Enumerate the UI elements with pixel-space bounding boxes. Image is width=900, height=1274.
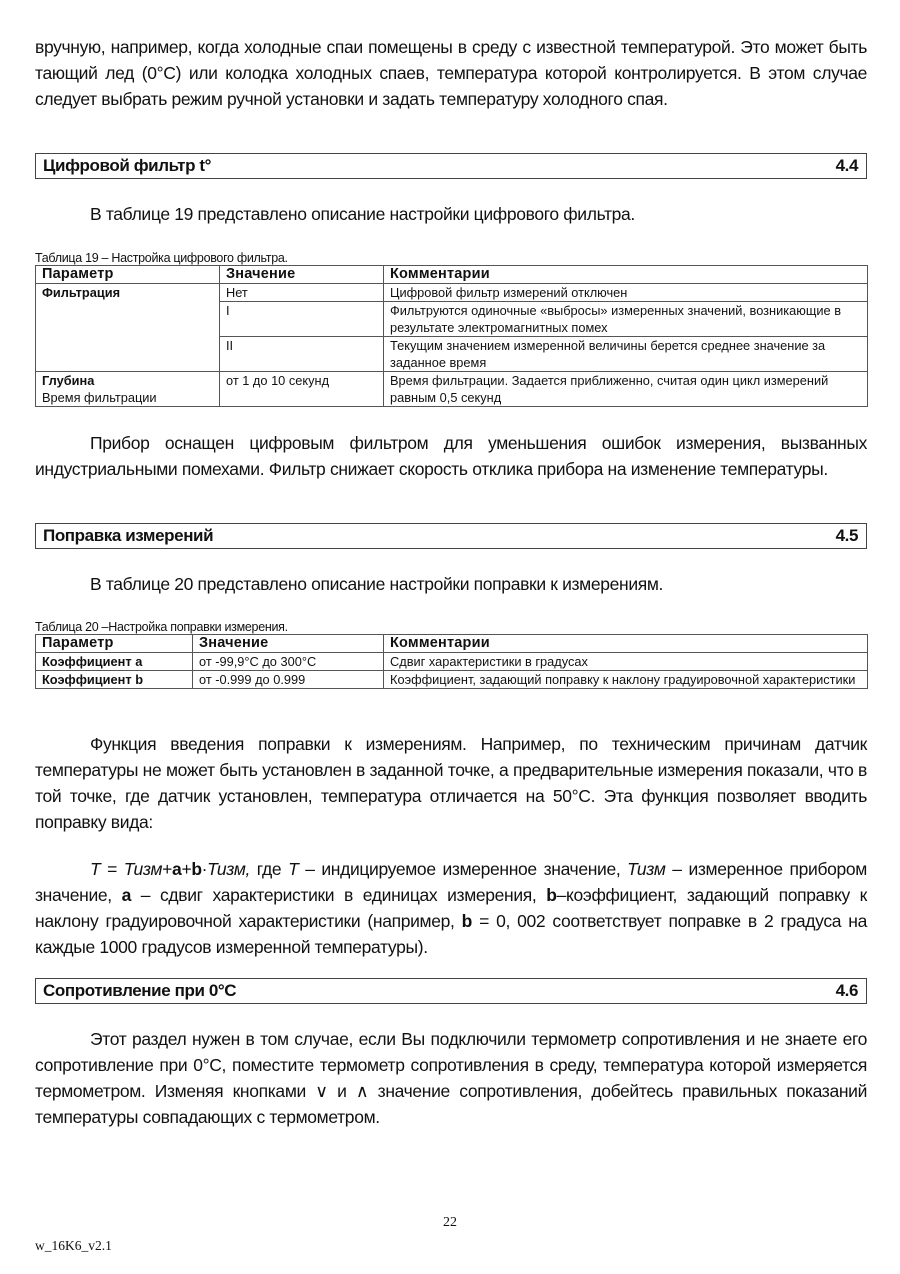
param-cell: Коэффициент b xyxy=(36,671,193,689)
formula-text: = 0, 002 соответствует поправке в 2 градуса на каждые 1000 градусов измеренной температуры). xyxy=(35,911,867,957)
formula-var: T xyxy=(90,859,101,879)
chevron-down-icon: ∨ xyxy=(315,1081,328,1101)
formula-text: – сдвиг характеристики в единицах измерения, xyxy=(130,885,547,905)
correction-formula xyxy=(35,856,867,960)
table19-lead: В таблице 19 представлено описание настройки цифрового фильтра. xyxy=(90,204,635,224)
section-number: 4.6 xyxy=(835,981,858,1000)
formula-var: Тизм xyxy=(627,859,666,879)
param-cell: Коэффициент a xyxy=(36,653,193,671)
section-number: 4.5 xyxy=(835,526,858,545)
section-header-4-5 xyxy=(35,523,867,549)
paragraph-text: Этот раздел нужен в том случае, если Вы подключили термометр сопротивления и не знаете его сопротивление при 0°С, поместите термометр сопротивления в среду, температура которой измеряется термометром. Изменяя кнопками xyxy=(35,1029,867,1101)
value-cell: от -0.999 до 0.999 xyxy=(193,671,384,689)
formula-text: · xyxy=(201,859,208,879)
table-row xyxy=(36,671,868,689)
table-row xyxy=(36,372,868,407)
resistance-description xyxy=(35,1026,867,1130)
formula-text: + xyxy=(162,859,173,879)
document-id: w_16K6_v2.1 xyxy=(35,1238,112,1253)
formula-var: b xyxy=(191,859,202,879)
paragraph-text: значение сопротивления, добейтесь правильных показаний температуры совпадающих с термометром. xyxy=(35,1081,867,1127)
formula-text: –коэффициент, задающий поправку к наклону градуировочной характеристики (например, xyxy=(35,885,867,931)
comment-cell: Время фильтрации. Задается приближенно, считая один цикл измерений равным 0,5 секунд xyxy=(384,372,868,407)
param-cell: Фильтрация xyxy=(36,284,220,372)
formula-var: а xyxy=(121,885,131,905)
intro-paragraph: вручную, например, когда холодные спаи помещены в среду с известной температурой. Это может быть тающий лед (0°С) или колодка холодных спаев, температура которой контролируется. В этом случае следует выбрать режим ручной установки и задать температуру холодного спая. xyxy=(35,37,867,109)
chevron-up-icon: ∧ xyxy=(355,1081,369,1101)
formula-text: – измеренное прибором значение, xyxy=(35,859,867,905)
section-header-4-6 xyxy=(35,978,867,1004)
table-20-correction xyxy=(35,634,868,689)
table19-caption: Таблица 19 – Настройка цифрового фильтра. xyxy=(35,251,288,265)
formula-text: = xyxy=(100,859,124,879)
col-header: Комментарии xyxy=(384,635,868,653)
col-header: Комментарии xyxy=(384,266,868,284)
param-name: Глубина xyxy=(42,373,95,388)
section-title: Сопротивление при 0°С xyxy=(43,981,237,1000)
table20-lead: В таблице 20 представлено описание настройки поправки к измерениям. xyxy=(90,574,664,594)
formula-var: b xyxy=(461,911,472,931)
section-title: Цифровой фильтр t° xyxy=(43,156,212,175)
formula-var: Тизм xyxy=(123,859,163,879)
col-header: Значение xyxy=(220,266,384,284)
table20-caption: Таблица 20 –Настройка поправки измерения. xyxy=(35,620,288,634)
value-cell: от -99,9°С до 300°С xyxy=(193,653,384,671)
comment-cell: Фильтруются одиночные «выбросы» измеренных значений, возникающие в результате электромагнитных помех xyxy=(384,302,868,337)
value-cell: II xyxy=(220,337,384,372)
formula-text: + xyxy=(181,859,192,879)
comment-cell: Текущим значением измеренной величины берется среднее значение за заданное время xyxy=(384,337,868,372)
page-number: 22 xyxy=(443,1215,457,1230)
col-header: Параметр xyxy=(36,635,193,653)
param-subtitle: Время фильтрации xyxy=(42,390,157,405)
section-title: Поправка измерений xyxy=(43,526,214,545)
correction-description: Функция введения поправки к измерениям. Например, по техническим причинам датчик температуры не может быть установлен в заданной точке, а предварительные измерения показали, что в той точке, где датчик установлен, температура отличается на 50°С. Эта функция позволяет вводить поправку вида: xyxy=(35,734,867,832)
formula-text: – индицируемое измеренное значение, xyxy=(298,859,628,879)
value-cell: I xyxy=(220,302,384,337)
param-cell xyxy=(36,372,220,407)
value-cell: Нет xyxy=(220,284,384,302)
formula-var: T xyxy=(288,859,299,879)
table-row xyxy=(36,284,868,302)
paragraph-text: и xyxy=(327,1081,356,1101)
comment-cell: Сдвиг характеристики в градусах xyxy=(384,653,868,671)
comment-cell: Цифровой фильтр измерений отключен xyxy=(384,284,868,302)
col-header: Значение xyxy=(193,635,384,653)
table-header-row xyxy=(36,266,868,284)
section-number: 4.4 xyxy=(835,156,858,175)
value-cell: от 1 до 10 секунд xyxy=(220,372,384,407)
formula-var: Тизм, xyxy=(207,859,251,879)
filter-description: Прибор оснащен цифровым фильтром для уменьшения ошибок измерения, вызванных индустриальными помехами. Фильтр снижает скорость отклика прибора на изменение температуры. xyxy=(35,433,867,479)
table-19-digital-filter xyxy=(35,265,868,407)
table-header-row xyxy=(36,635,868,653)
table-row xyxy=(36,653,868,671)
section-header-4-4 xyxy=(35,153,867,179)
formula-text: где xyxy=(250,859,289,879)
comment-cell: Коэффициент, задающий поправку к наклону градуировочной характеристики xyxy=(384,671,868,689)
formula-var: b xyxy=(546,885,557,905)
formula-var: a xyxy=(172,859,182,879)
col-header: Параметр xyxy=(36,266,220,284)
